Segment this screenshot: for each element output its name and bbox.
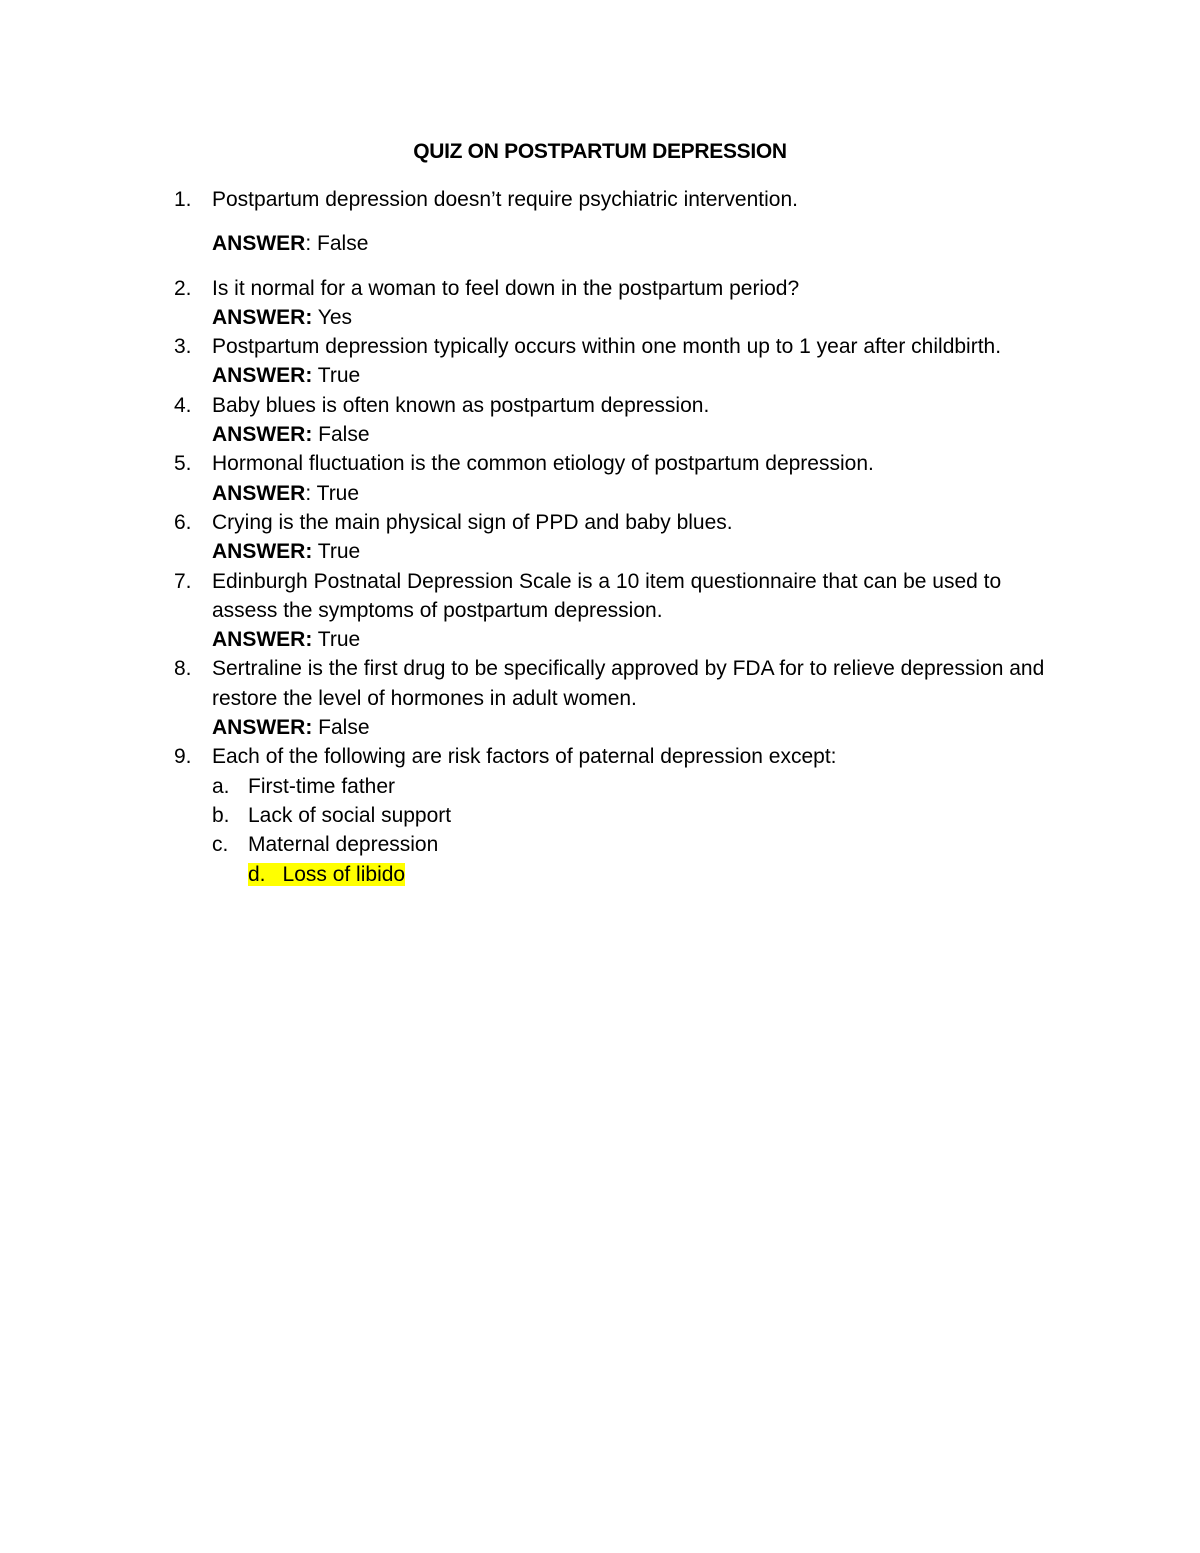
question-number: 3.	[174, 335, 192, 359]
highlighted-answer	[248, 863, 405, 886]
option-text: First-time father	[248, 774, 396, 798]
answer-label: ANSWER	[212, 481, 306, 505]
question-number: 5.	[174, 452, 192, 476]
answer-label: ANSWER:	[212, 716, 313, 740]
answer-label: ANSWER:	[212, 364, 313, 388]
question-6	[174, 508, 1054, 567]
question-3	[174, 332, 1054, 391]
option-d-highlighted	[212, 860, 1054, 889]
question-number: 2.	[174, 276, 192, 300]
option-letter: a.	[212, 774, 230, 798]
question-text: Edinburgh Postnatal Depression Scale is a 10 item questionnaire that can be used to assess the symptoms of postpartum depression.	[212, 569, 1002, 622]
answer-line	[212, 625, 1054, 654]
page-title: QUIZ ON POSTPARTUM DEPRESSION	[413, 140, 787, 163]
question-text: Postpartum depression doesn’t require psychiatric intervention.	[212, 188, 798, 211]
answer-options	[212, 772, 1054, 889]
question-2	[174, 274, 1054, 333]
answer-label: ANSWER:	[212, 540, 313, 564]
question-8	[174, 654, 1054, 742]
answer-label: ANSWER:	[212, 628, 313, 652]
question-4	[174, 391, 1054, 450]
question-text: Is it normal for a woman to feel down in the postpartum period?	[212, 276, 800, 300]
question-number: 8.	[174, 657, 192, 681]
answer-value: True	[311, 481, 360, 505]
question-text: Hormonal fluctuation is the common etiology of postpartum depression.	[212, 452, 874, 476]
question-7	[174, 567, 1054, 655]
answer-value: False	[311, 232, 369, 256]
option-b	[212, 801, 1054, 830]
answer-line	[212, 229, 1054, 258]
answer-value: False	[312, 716, 370, 740]
question-text: Postpartum depression typically occurs within one month up to 1 year after childbirth.	[212, 335, 1002, 359]
answer-line	[212, 420, 1054, 449]
option-text: Maternal depression	[248, 833, 439, 857]
question-number: 6.	[174, 510, 192, 534]
answer-line	[212, 303, 1054, 332]
answer-value: True	[312, 540, 361, 564]
answer-label: ANSWER:	[212, 423, 313, 447]
answer-value: True	[312, 364, 361, 388]
option-a	[212, 772, 1054, 801]
answer-value: Yes	[312, 305, 353, 329]
question-number: 4.	[174, 393, 192, 417]
question-5	[174, 449, 1054, 508]
answer-line	[212, 713, 1054, 742]
question-1	[174, 185, 1054, 259]
question-text: Each of the following are risk factors of paternal depression except:	[212, 745, 837, 769]
answer-line	[212, 537, 1054, 566]
question-list	[174, 185, 1054, 889]
answer-separator: :	[305, 481, 312, 505]
option-letter: c.	[212, 833, 229, 857]
question-text: Baby blues is often known as postpartum depression.	[212, 393, 710, 417]
option-letter: d.	[248, 862, 266, 886]
question-9	[174, 742, 1054, 888]
answer-label: ANSWER	[212, 232, 306, 256]
answer-line	[212, 361, 1054, 390]
question-number: 1.	[174, 188, 192, 211]
answer-label: ANSWER:	[212, 305, 313, 329]
answer-value: False	[312, 423, 370, 447]
option-c	[212, 830, 1054, 859]
question-text: Sertraline is the first drug to be specifically approved by FDA for to relieve depression and restore the level of hormones in adult women.	[212, 657, 1045, 710]
option-letter: b.	[212, 803, 230, 827]
option-text: Lack of social support	[248, 803, 452, 827]
answer-line	[212, 479, 1054, 508]
answer-value: True	[312, 628, 361, 652]
answer-separator: :	[305, 232, 312, 256]
question-number: 7.	[174, 569, 192, 593]
option-text: Loss of libido	[282, 862, 406, 886]
question-text: Crying is the main physical sign of PPD and baby blues.	[212, 510, 733, 534]
question-number: 9.	[174, 745, 192, 769]
